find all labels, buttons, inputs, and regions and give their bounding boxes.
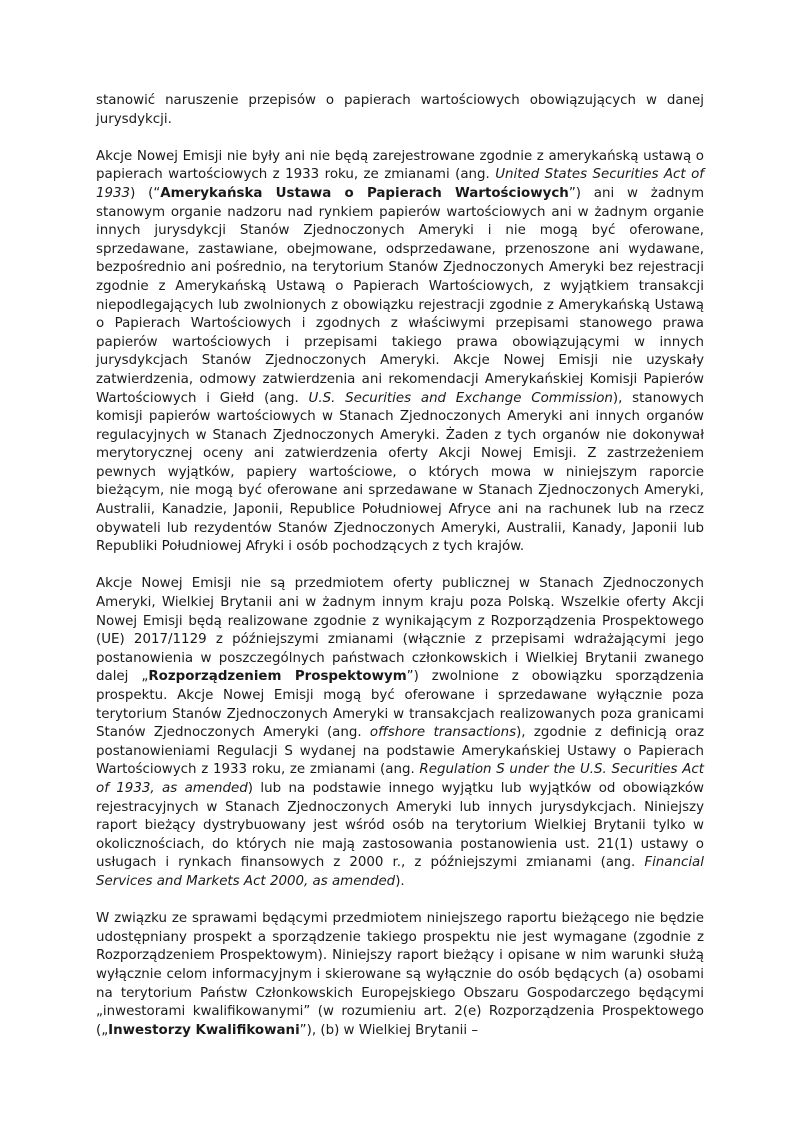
text-segment: ), zgodnie z definicją oraz postanowieniami Regulacji S wydanej na podstawie Amerykańskiej Ustawy o Papierach Wartościowych z 1933 roku, ze zmianami (ang. [96, 725, 704, 778]
italic-term: Regulation S under the U.S. Securities Act of 1933, as amended [96, 762, 704, 796]
defined-term: Amerykańska Ustawa o Papierach Wartościowych [160, 185, 569, 201]
text-segment: W związku ze sprawami będącymi przedmiotem niniejszego raportu bieżącego nie będzie udostępniany prospekt a sporządzenie takiego prospektu nie jest wymagane (zgodnie z Rozporządzeniem Prospektowym). Niniejszy raport bieżący i opisane w nim warunki służą wyłącznie celom informacyjnym i skierowane są wyłącznie do osób będących (a) osobami na terytorium Państw Członkowskich Europejskiego Obszaru Gospodarczego będącymi „inwestorami kwalifikowanymi” (w rozumieniu art. 2(e) Rozporządzenia Prospektowego („ [96, 911, 704, 1038]
text-segment: Akcje Nowej Emisji nie są przedmiotem oferty publicznej w Stanach Zjednoczonych Ameryki, Wielkiej Brytanii ani w żadnym innym kraju poza Polską. Wszelkie oferty Akcji Nowej Emisji będą realizowane zgodnie z wynikającym z Rozporządzenia Prospektowego (UE) 2017/1129 z późniejszymi zmianami (włącznie z przepisami wdrażającymi jego postanowienia w poszczególnych państwach członkowskich i Wielkiej Brytanii zwanego dalej „ [96, 576, 704, 685]
defined-term: Rozporządzeniem Prospektowym [148, 669, 407, 685]
text-segment: ). [395, 873, 405, 889]
text-segment: ”) ani w żadnym stanowym organie nadzoru nad rynkiem papierów wartościowych ani w żadnym organie innych jurysdykcji Stanów Zjednoczonych Ameryki i nie mogą być oferowane, sprzedawane, zastawiane, obejmowane, odsprzedawane, przenoszone ani wydawane, bezpośrednio ani pośrednio, na terytorium Stanów Zjednoczonych Ameryki bez rejestracji zgodnie z Amerykańską Ustawą o Papierach Wartościowych, z wyjątkiem transakcji niepodlegających lub zwolnionych z obowiązku rejestracji zgodnie z Amerykańską Ustawą o Papierach Wartościowych i zgodnych z właściwymi przepisami stanowego prawa papierów wartościowych i przepisami takiego prawa obowiązującymi w innych jurysdykcjach Stanów Zjednoczonych Ameryki. Akcje Nowej Emisji nie uzyskały zatwierdzenia, odmowy zatwierdzenia ani rekomendacji Amerykańskiej Komisji Papierów Wartościowych i Giełd (ang. [96, 185, 704, 406]
italic-term: U.S. Securities and Exchange Commission [308, 390, 613, 406]
text-segment: ) (“ [130, 185, 161, 201]
paragraph-4 [96, 910, 704, 1040]
paragraph-3 [96, 575, 704, 891]
paragraph-2 [96, 148, 704, 557]
text-segment: Akcje Nowej Emisji nie były ani nie będą zarejestrowane zgodnie z amerykańską ustawą o papierach wartościowych z 1933 roku, ze zmianami (ang. [96, 148, 704, 183]
text-segment: ”), (b) w Wielkiej Brytanii – [299, 1022, 479, 1038]
italic-term: United States Securities Act of 1933 [96, 167, 704, 201]
text-segment: ”) zwolnione z obowiązku sporządzenia prospektu. Akcje Nowej Emisji mogą być oferowane i sprzedawane wyłącznie poza terytorium Stanów Zjednoczonych Ameryki w transakcjach realizowanych poza granicami Stanów Zjednoczonych Ameryki (ang. [96, 669, 704, 741]
italic-term: Financial Services and Markets Act 2000, as amended [96, 855, 704, 889]
paragraph-1 [96, 92, 704, 129]
document-page [96, 92, 704, 1040]
text-segment: ), stanowych komisji papierów wartościowych w Stanach Zjednoczonych Ameryki ani innych organów regulacyjnych w Stanach Zjednoczonych Ameryki. Żaden z tych organów nie dokonywał merytorycznej oceny ani zatwierdzenia oferty Akcji Nowej Emisji. Z zastrzeżeniem pewnych wyjątków, papiery wartościowe, o których mowa w niniejszym raporcie bieżącym, nie mogą być oferowane ani sprzedawane w Stanach Zjednoczonych Ameryki, Australii, Kanadzie, Japonii, Republice Południowej Afryce ani na rachunek lub na rzecz obywateli lub rezydentów Stanów Zjednoczonych Ameryki, Australii, Kanady, Japonii lub Republiki Południowej Afryki i osób pochodzących z tych krajów. [96, 390, 704, 555]
italic-term: offshore transactions [369, 725, 517, 741]
text-segment: ) lub na podstawie innego wyjątku lub wyjątków od obowiązków rejestracyjnych w Stanach Zjednoczonych Ameryki lub innych jurysdykcjach. Niniejszy raport bieżący dystrybuowany jest wśród osób na terytorium Wielkiej Brytanii tylko w okolicznościach, do których nie mają zastosowania postanowienia ust. 21(1) ustawy o usługach i rynkach finansowych z 2000 r., z późniejszymi zmianami (ang. [96, 780, 704, 871]
defined-term: Inwestorzy Kwalifikowani [108, 1022, 300, 1038]
text-segment: stanowić naruszenie przepisów o papierach wartościowych obowiązujących w danej jurysdykcji. [96, 93, 704, 127]
